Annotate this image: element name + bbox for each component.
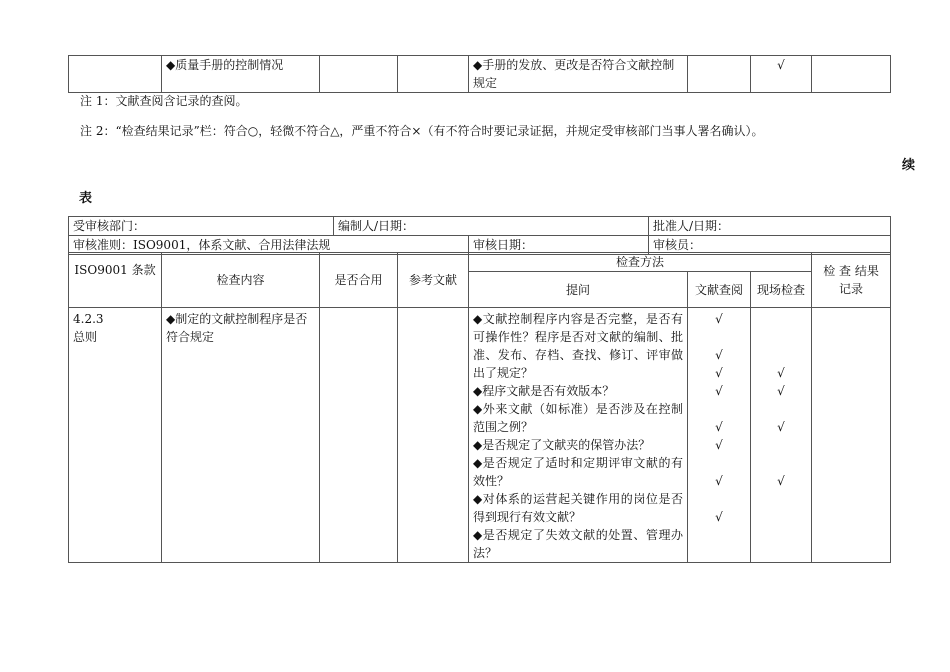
applicable-cell — [320, 56, 398, 93]
check-mark: √ — [715, 384, 723, 398]
check-mark: √ — [777, 420, 785, 434]
check-mark — [692, 454, 746, 472]
clause-name: 总则 — [73, 330, 98, 344]
continued-table-fragment — [68, 55, 891, 93]
check-mark — [692, 400, 746, 418]
result-cell — [812, 56, 891, 93]
col-result: 检 查 结果记录 — [812, 253, 891, 308]
clause-cell — [69, 56, 162, 93]
check-mark: √ — [715, 312, 723, 326]
clause-number: 4.2.3 — [73, 312, 104, 326]
question-item: ◆是否规定了文献夹的保管办法？ — [473, 438, 651, 452]
content-cell: ◆制定的文献控制程序是否符合规定 — [162, 308, 320, 563]
check-mark: √ — [715, 510, 723, 524]
reference-cell — [398, 56, 469, 93]
question-item: ◆是否规定了适时和定期评审文献的有效性？ — [473, 456, 683, 488]
continued-label-part2: 表 — [79, 191, 93, 206]
clause-cell — [69, 308, 162, 563]
col-content: 检查内容 — [162, 253, 320, 308]
question-item: ◆程序文献是否有效版本？ — [473, 384, 615, 398]
question-cell: ◆手册的发放、更改是否符合文献控制规定 — [469, 56, 688, 93]
check-mark: √ — [777, 366, 785, 380]
check-mark: √ — [715, 348, 723, 362]
approver-label: 批准人/日期： — [649, 217, 891, 236]
criteria-label: 审核准则：ISO9001，体系文献、合用法律法规 — [69, 236, 469, 255]
check-mark: √ — [715, 366, 723, 380]
question-item: ◆对体系的运营起关键作用的岗位是否得到现行有效文献？ — [473, 492, 683, 524]
check-mark: √ — [715, 438, 723, 452]
col-applicable: 是否合用 — [320, 253, 398, 308]
col-question: 提问 — [469, 272, 688, 308]
site-check-cell: √ — [751, 56, 812, 93]
applicable-cell — [320, 308, 398, 563]
auditor-label: 审核员： — [649, 236, 891, 255]
check-mark — [755, 508, 807, 526]
col-site-check: 现场检查 — [751, 272, 812, 308]
checklist-table — [68, 252, 891, 563]
col-doc-review: 文献查阅 — [688, 272, 751, 308]
doc-review-cell — [688, 308, 751, 563]
site-check-cell — [751, 308, 812, 563]
reference-cell — [398, 308, 469, 563]
check-mark: √ — [777, 474, 785, 488]
check-mark — [755, 400, 807, 418]
note-1: 注 1：文献查阅含记录的查阅。 — [80, 94, 248, 108]
check-mark — [755, 346, 807, 364]
check-mark — [755, 436, 807, 454]
check-mark — [755, 328, 807, 346]
col-clause: ISO9001 条款 — [69, 253, 162, 308]
col-reference: 参考文献 — [398, 253, 469, 308]
continued-label-part1: 续 — [902, 158, 916, 173]
check-mark: √ — [715, 474, 723, 488]
note-2: 注 2：“检查结果记录”栏：符合○，轻微不符合△，严重不符合×（有不符合时要记录证据，并规定受审核部门当事人署名确认）。 — [80, 124, 764, 138]
question-item: ◆外来文献（如标准）是否涉及在控制范围之例？ — [473, 402, 683, 434]
check-mark: √ — [777, 384, 785, 398]
audit-header-table — [68, 216, 891, 255]
audit-date-label: 审核日期： — [469, 236, 649, 255]
col-method: 检查方法 — [469, 253, 812, 272]
check-mark — [755, 490, 807, 508]
check-mark — [755, 310, 807, 328]
question-item: ◆是否规定了失效文献的处置、管理办法？ — [473, 528, 683, 560]
check-mark — [692, 490, 746, 508]
question-cell — [469, 308, 688, 563]
result-cell — [812, 308, 891, 563]
question-item: ◆文献控制程序内容是否完整，是否有可操作性？程序是否对文献的编制、批准、发布、存档、查找、修订、评审做出了规定？ — [473, 312, 683, 380]
doc-review-cell — [688, 56, 751, 93]
check-mark: √ — [715, 420, 723, 434]
dept-label: 受审核部门： — [69, 217, 334, 236]
editor-label: 编制人/日期： — [334, 217, 649, 236]
content-cell: ◆质量手册的控制情况 — [162, 56, 320, 93]
check-mark — [692, 328, 746, 346]
check-mark — [755, 454, 807, 472]
